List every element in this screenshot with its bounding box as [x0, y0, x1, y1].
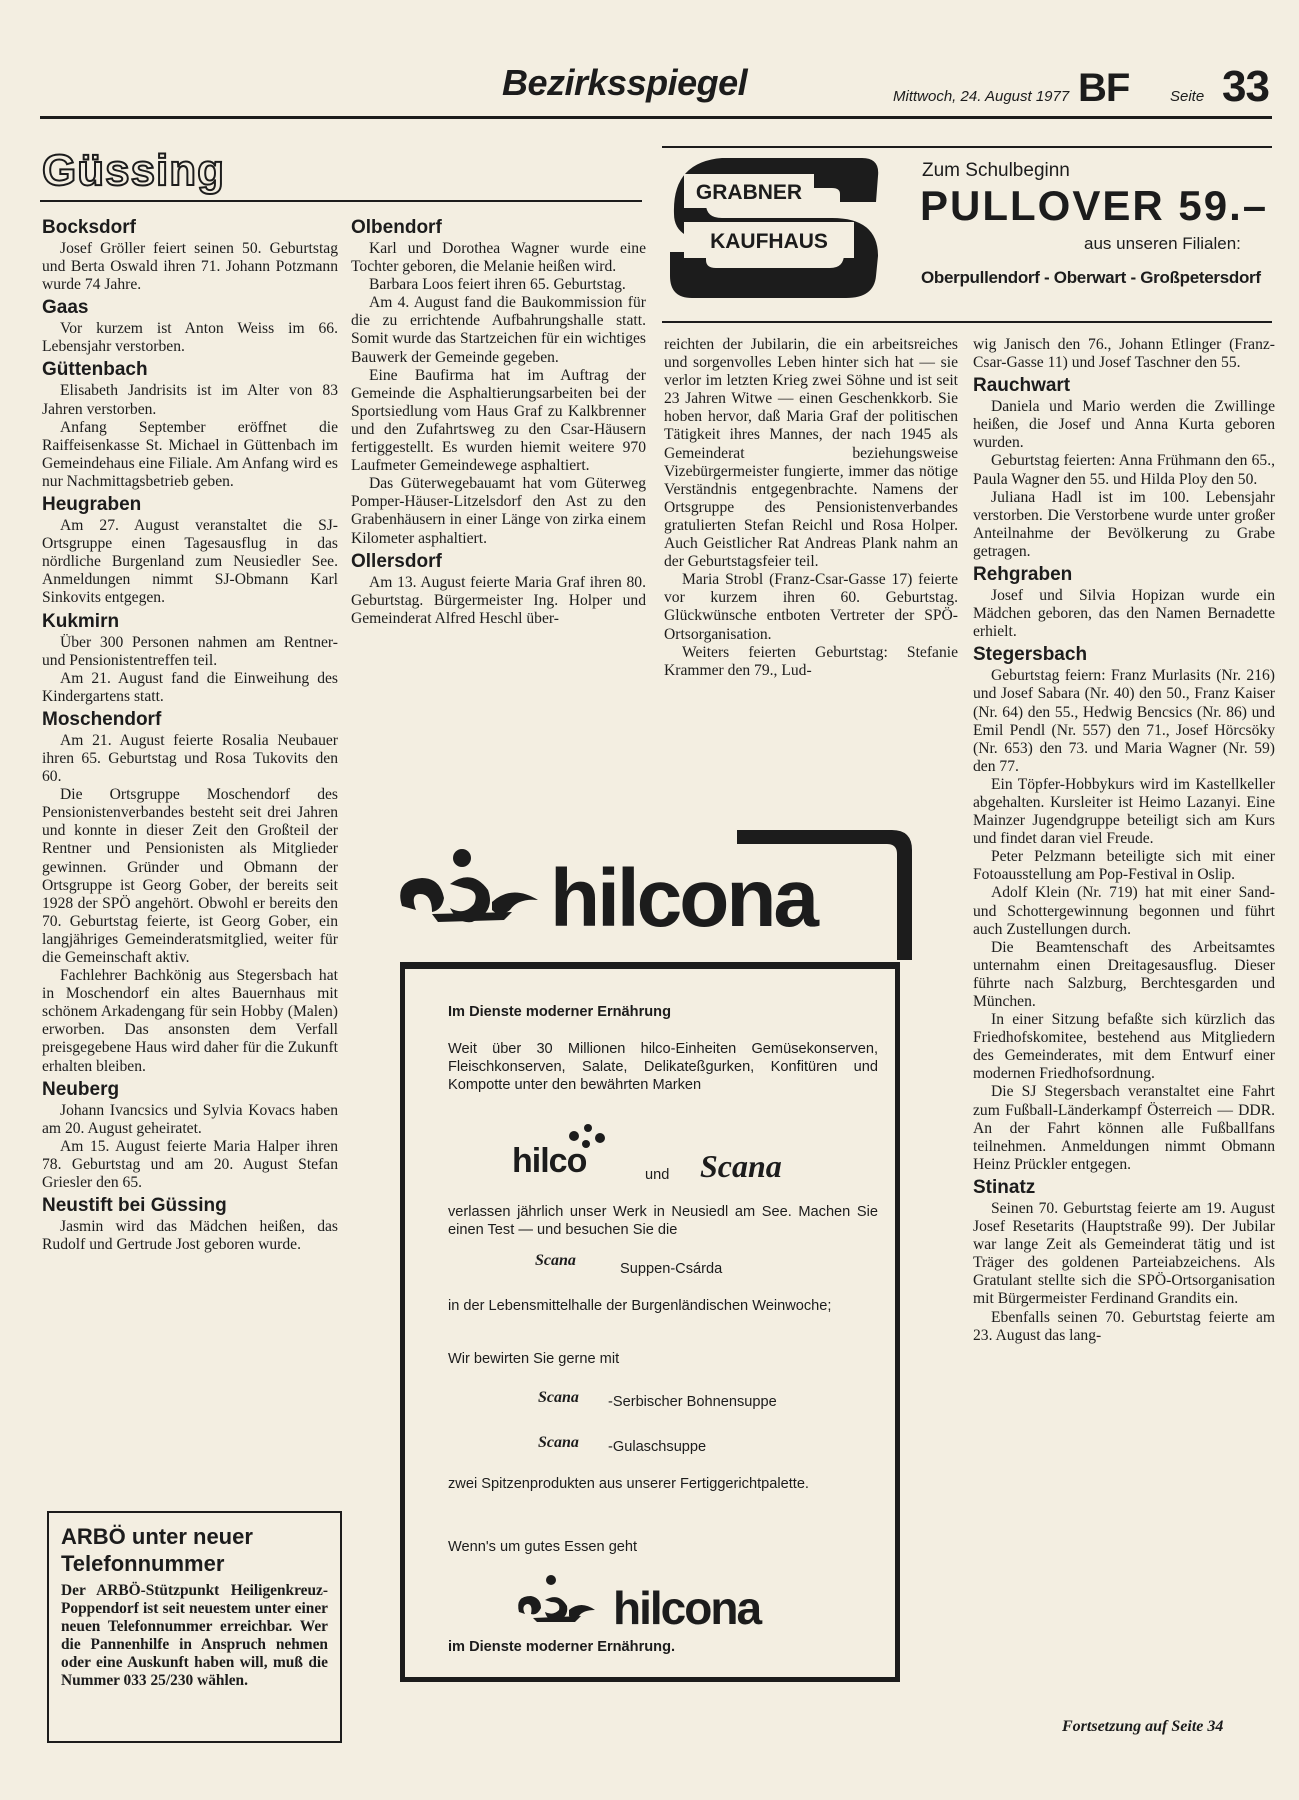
article-paragraph: Josef und Silvia Hopizan wurde ein Mädchen geboren, das den Namen Bernadette erhielt. — [973, 587, 1275, 641]
article-paragraph: Fachlehrer Bachkönig aus Stegersbach hat in Moschendorf ein altes Bauernhaus mit schönem Arkadengang für sein Hobby (Malen) erworben. Das ansonsten dem Verfall preisgegebene Haus wird daher für die Zukunft erhalten bleiben. — [42, 967, 338, 1075]
article-column-4 — [973, 336, 1275, 1345]
page-number: 33 — [1222, 62, 1269, 111]
scana-logo-small-3: Scana — [538, 1434, 579, 1451]
article-paragraph: Seinen 70. Geburtstag feierte am 19. August Josef Resetarits (Hauptstraße 99). Der Jubilar war lange Zeit als Gemeinderat tätig und ist Träger des goldenen Parteiabzeichens. Als Gratulant stellte sich die SPÖ-Ortsorganisation mit Bürgermeister Ferdinand Grandits ein. — [973, 1199, 1275, 1308]
article-paragraph: Am 13. August feierte Maria Graf ihren 80. Geburtstag. Bürgermeister Ing. Holper und Gemeinderat Alfred Heschl über- — [351, 573, 646, 627]
article-heading: Neuberg — [42, 1078, 120, 1100]
article-paragraph: Johann Ivancsics und Sylvia Kovacs haben am 20. August geheiratet. — [42, 1101, 338, 1137]
article-paragraph: Die Beamtenschaft des Arbeitsamtes unternahm einen Dreitagesausflug. Dieser führte nach Salzburg, Berchtesgarden und München. — [973, 938, 1275, 1010]
article-paragraph: Elisabeth Jandrisits ist im Alter von 83 Jahren verstorben. — [42, 382, 338, 418]
article-heading: Neustift bei Güssing — [42, 1195, 227, 1217]
article-heading: Heugraben — [42, 494, 142, 516]
article-heading: Moschendorf — [42, 708, 162, 730]
article-paragraph: In einer Sitzung befaßte sich kürzlich das Friedhofskomitee, bestehend aus Mitgliedern des Gemeinderates, mit dem Entwurf einer modernen Friedhofsordnung. — [973, 1011, 1275, 1083]
region-title: Güssing — [42, 146, 226, 195]
grabner-logo — [662, 152, 882, 302]
article-paragraph: Vor kurzem ist Anton Weiss im 66. Lebensjahr verstorben. — [42, 320, 338, 356]
grabner-locations: Oberpullendorf - Oberwart - Großpetersdorf — [921, 268, 1261, 287]
hilcona-tagline-bottom: im Dienste moderner Ernährung. — [448, 1639, 676, 1655]
article-heading: Olbendorf — [351, 217, 442, 238]
article-paragraph: Am 21. August feierte Rosalia Neubauer ihren 65. Geburtstag und Rosa Tukovits den 60. — [42, 731, 338, 786]
grabner-subline: aus unseren Filialen: — [1084, 234, 1241, 253]
article-paragraph: Über 300 Personen nahmen am Rentner- und Pensionistentreffen teil. — [42, 633, 338, 669]
article-continuation: reichten der Jubilarin, die ein arbeitsreiches und sorgenvolles Leben hinter sich hat — sie verlor im letzten Krieg zwei Söhne und ist seit 23 Jahren Witwe — einen Geschenkkorb. Sie hoben hervor, daß Maria Graf der politischen Tätigkeit ihres Mannes, der nach 1945 als Gemeinderat beziehungsweise Vizebürgermeister fungierte, immer das nötige Verständnis entgegenbrachte. Namens der Ortsgruppe des Pensionistenverbandes gratulierten Stefan Reichl und Rosa Holper. Auch Geistlicher Rat Andreas Plank nahm an der Geburtstagsfeier teil. — [664, 336, 958, 571]
article-paragraph: Eine Baufirma hat im Auftrag der Gemeinde die Asphaltierungsarbeiten bei der Sportsiedlung vom Haus Graf zu Kalkbrenner und den Zufahrtsweg zu den Csar-Häusern fertiggestellt. Es wurden hiemit weitere 970 Laufmeter Gemeindewege asphaltiert. — [351, 366, 646, 475]
article-paragraph: Am 4. August fand die Baukommission für die zu errichtende Aufbahrungshalle statt. Somit wurde das Startzeichen für ein wichtiges Bauwerk der Gemeinde gegeben. — [351, 294, 646, 366]
grabner-offer: PULLOVER 59.– — [920, 182, 1269, 229]
article-paragraph: Maria Strobl (Franz-Csar-Gasse 17) feierte vor kurzem ihren 60. Geburtstag. Glückwünsche entboten Vertreter der SPÖ-Ortsorganisation. — [664, 571, 958, 643]
hilcona-brand: hilcona — [550, 853, 817, 944]
article-column-1 — [42, 214, 338, 1254]
ad-bottom-rule — [662, 321, 1272, 323]
article-heading: Bocksdorf — [42, 217, 136, 238]
article-heading: Kukmirn — [42, 610, 120, 632]
article-paragraph: Josef Gröller feiert seinen 50. Geburtstag und Berta Oswald ihren 71. Johann Potzmann wurde 74 Jahre. — [42, 240, 338, 294]
hilcona-item2: -Serbischer Bohnensuppe — [608, 1394, 777, 1410]
grabner-slogan: Zum Schulbeginn — [922, 160, 1070, 181]
scana-logo-small-1: Scana — [535, 1252, 576, 1269]
arbo-title: ARBÖ unter neuer Telefonnummer — [61, 1524, 253, 1576]
page-label: Seite — [1170, 88, 1205, 105]
article-heading: Gaas — [42, 297, 89, 319]
hilcona-flower-small-icon — [518, 1575, 595, 1622]
grabner-brand-line1: GRABNER — [695, 181, 803, 204]
hilcona-text6: Wenn's um gutes Essen geht — [448, 1539, 638, 1555]
article-paragraph: Daniela und Mario werden die Zwillinge heißen, die Josef und Anna Kurta geboren wurden. — [973, 398, 1275, 452]
article-paragraph: Jasmin wird das Mädchen heißen, das Rudolf und Gertrude Jost geboren wurde. — [42, 1218, 338, 1254]
article-paragraph: Anfang September eröffnet die Raiffeisenkasse St. Michael in Güttenbach im Gemeindehaus eine Filiale. Am Anfang wird es nur Nachmittagsbetrieb geben. — [42, 418, 338, 490]
article-heading: Ollersdorf — [351, 550, 442, 572]
hilcona-text4: Wir bewirten Sie gerne mit — [448, 1351, 620, 1367]
article-paragraph: Barbara Loos feiert ihren 65. Geburtstag. — [369, 276, 626, 294]
hilcona-item1: Suppen-Csárda — [620, 1261, 723, 1277]
article-paragraph: Geburtstag feiern: Franz Murlasits (Nr. 216) und Josef Sabara (Nr. 40) den 50., Franz Kaiser (Nr. 64) den 55., Hedwig Bencsics (Nr. 86) und Emil Pendl (Nr. 557) den 71., Josef Hörcsöky (Nr. 653) den 73. und Maria Wagner (Nr. 59) den 77. — [973, 667, 1275, 775]
hilco-logo — [508, 1122, 618, 1182]
article-heading: Stinatz — [973, 1176, 1036, 1198]
article-heading: Güttenbach — [42, 359, 148, 381]
scana-logo: Scana — [700, 1148, 782, 1184]
article-continuation: wig Janisch den 76., Johann Etlinger (Franz-Csar-Gasse 11) und Josef Taschner den 55. — [973, 336, 1275, 372]
grabner-brand-line2: KAUFHAUS — [710, 230, 828, 253]
article-paragraph: Am 15. August feierte Maria Halper ihren 78. Geburtstag und am 20. August Stefan Griesler den 65. — [42, 1137, 338, 1192]
newspaper-logo: BF — [1078, 66, 1130, 110]
article-column-3 — [664, 336, 958, 680]
article-paragraph: Die Ortsgruppe Moschendorf des Pensionistenverbandes besteht seit drei Jahren und konnte in dieser Zeit den Großteil der Rentner und Pensionisten als Mitglieder gewinnen. Gründer und Obmann der Ortsgruppe ist Georg Gober, der bereits seit 1928 der SPÖ angehört. Obwohl er bereits den 70. Geburtstag feierte, ist Georg Gober, ein langjähriges Gemeinderatsmitglied, weiter für die Gemeinschaft aktiv. — [42, 786, 338, 966]
arbo-notice-box — [47, 1511, 342, 1743]
hilcona-bottom-logo — [515, 1572, 815, 1634]
region-rule — [40, 200, 642, 202]
hilcona-flower-icon — [400, 849, 538, 922]
article-paragraph: Das Güterwegebauamt hat vom Güterweg Pomper-Häuser-Litzelsdorf den Ast zu den Grabenhäusern in einer Länge von zirka einem Kilometer asphaltiert. — [351, 475, 646, 547]
article-paragraph: Geburtstag feierten: Anna Frühmann den 65., Paula Wagner den 55. und Hilda Ploy den 50. — [973, 452, 1275, 488]
article-column-2 — [351, 214, 646, 628]
article-heading: Rehgraben — [973, 564, 1073, 586]
header-rule — [40, 116, 1272, 119]
article-paragraph: Karl und Dorothea Wagner wurde eine Tochter geboren, die Melanie heißen wird. — [351, 240, 646, 276]
hilcona-text5: zwei Spitzenprodukten aus unserer Fertiggerichtpalette. — [448, 1476, 809, 1492]
article-heading: Rauchwart — [973, 375, 1071, 397]
scana-logo-small-2: Scana — [538, 1389, 579, 1406]
article-paragraph: Weiters feierten Geburtstag: Stefanie Krammer den 79., Lud- — [664, 643, 958, 679]
hilcona-tagline: Im Dienste moderner Ernährung — [448, 1004, 672, 1020]
article-paragraph: Ebenfalls seinen 70. Geburtstag feierte am 23. August das lang- — [973, 1308, 1275, 1344]
article-paragraph: Juliana Hadl ist im 100. Lebensjahr verstorben. Die Verstorbene wurde unter großer Anteilnahme der Bevölkerung zu Grabe getragen. — [973, 488, 1275, 560]
hilcona-header — [392, 828, 917, 968]
hilcona-und: und — [645, 1167, 670, 1183]
article-paragraph: Peter Pelzmann beteiligte sich mit einer Fotoausstellung am Pop-Festival in Oslip. — [973, 848, 1275, 884]
svg-text:hilcona: hilcona — [613, 1582, 761, 1634]
article-paragraph: Adolf Klein (Nr. 719) hat mit einer Sand- und Schottergewinnung begonnen und führt auch Zustellungen durch. — [973, 884, 1275, 938]
section-title: Bezirksspiegel — [502, 62, 748, 103]
ad-top-rule — [662, 146, 1272, 148]
hilcona-intro: Weit über 30 Millionen hilco-Einheiten Gemüsekonserven, Fleischkonserven, Salate, Delikateßgurken, Konfitüren und Kompotte unter den bewährten Marken — [448, 1041, 878, 1093]
hilcona-text2: verlassen jährlich unser Werk in Neusiedl am See. Machen Sie einen Test — und besuchen Sie die — [448, 1204, 878, 1238]
article-heading: Stegersbach — [973, 644, 1088, 666]
hilcona-text3: in der Lebensmittelhalle der Burgenländischen Weinwoche; — [448, 1298, 832, 1314]
article-paragraph: Am 27. August veranstaltet die SJ-Ortsgruppe einen Tagesausflug in das nördliche Burgenland zum Neusiedler See. Anmeldungen nimmt SJ-Obmann Karl Sinkovits entgegen. — [42, 517, 338, 607]
continued-note: Fortsetzung auf Seite 34 — [1062, 1718, 1224, 1735]
svg-text:hilco: hilco — [512, 1142, 587, 1180]
issue-date: Mittwoch, 24. August 1977 — [893, 88, 1070, 105]
article-paragraph: Am 21. August fand die Einweihung des Kindergartens statt. — [42, 669, 338, 705]
arbo-body: Der ARBÖ-Stützpunkt Heiligenkreuz-Poppendorf ist seit neuestem unter einer neuen Telefonnummer erreichbar. Wer die Pannenhilfe in Anspruch nehmen oder eine Auskunft haben will, muß die Nummer 033 25/230 wählen. — [61, 1582, 328, 1690]
hilcona-item3: -Gulaschsuppe — [608, 1439, 707, 1455]
article-paragraph: Ein Töpfer-Hobbykurs wird im Kastellkeller abgehalten. Kursleiter ist Heimo Lazanyi. Eine Mainzer Jugendgruppe beteiligt sich am Kurs und findet daran viel Freude. — [973, 775, 1275, 848]
article-paragraph: Die SJ Stegersbach veranstaltet eine Fahrt zum Fußball-Länderkampf Österreich — DDR. An der Fahrt können alle Fußballfans teilnehmen. Anmeldungen nimmt Obmann Heinz Prückler entgegen. — [973, 1083, 1275, 1173]
